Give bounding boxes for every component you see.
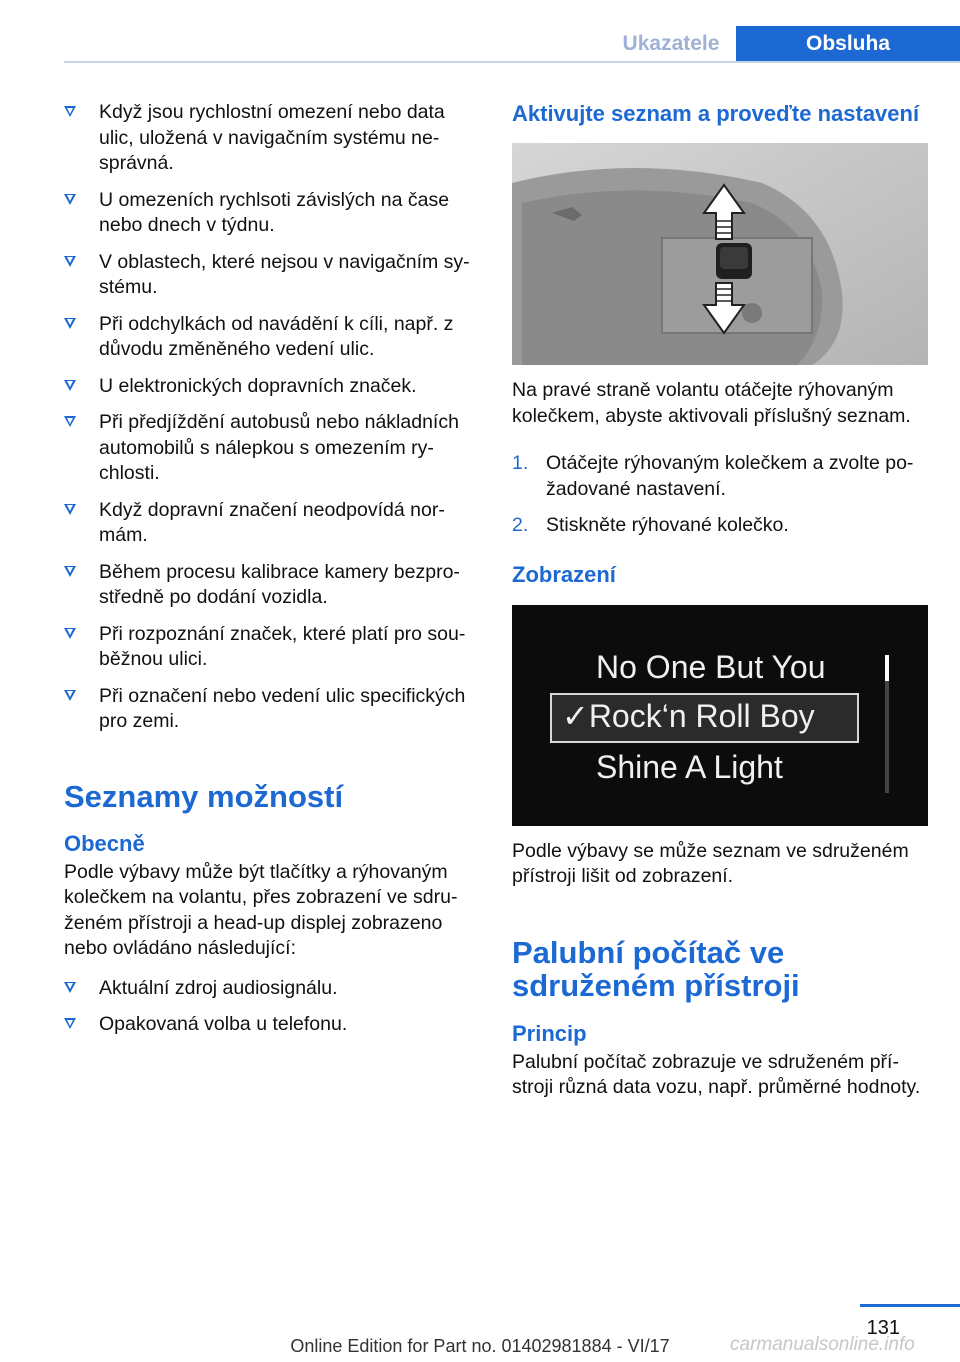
paragraph-aktivujte: Na pravé straně volantu otáčejte rýhovaným kolečkem, abyste aktivovali příslušný seznam.	[512, 379, 911, 427]
tab-ukazatele[interactable]: Ukazatele	[622, 31, 720, 55]
list-item: V oblastech, které nejsou v navigačním sy‐stému.	[64, 250, 476, 301]
triangle-bullet-icon	[64, 106, 76, 117]
list-item: 1. Otáčejte rýhovaným kolečkem a zvolte po‐žadované nastavení.	[512, 452, 914, 500]
tab-obsluha[interactable]: Obsluha	[736, 26, 960, 62]
right-column	[512, 100, 932, 1101]
list-item: Během procesu kalibrace kamery bezpro‐středně po dodání vozidla.	[64, 560, 476, 611]
page-number: 131	[866, 1317, 900, 1339]
triangle-bullet-icon	[64, 256, 76, 267]
list-item: U elektronických dopravních značek.	[64, 374, 476, 400]
left-column	[64, 100, 476, 1049]
list-item: 2. Stiskněte rýhované kolečko.	[512, 514, 789, 536]
options-list	[64, 976, 476, 1038]
triangle-bullet-icon	[64, 1018, 76, 1029]
list-item: Opakovaná volba u telefonu.	[64, 1012, 476, 1038]
triangle-bullet-icon	[64, 318, 76, 329]
display-item-selected: ✓Rock‘n Roll Boy	[562, 697, 815, 734]
list-item: U omezeních rychlsoti závislých na čase nebo dnech v týdnu.	[64, 188, 476, 239]
section-title-palubni-pocitac: Palubní počítač ve sdruženém přístroji	[512, 934, 800, 1003]
triangle-bullet-icon	[64, 566, 76, 577]
list-item: Při označení nebo vedení ulic specifických pro zemi.	[64, 684, 476, 735]
display-illustration	[512, 605, 928, 826]
steering-wheel-scroll-icon	[512, 143, 928, 365]
display-item: No One But You	[596, 648, 826, 685]
paragraph-obecne: Podle výbavy může být tlačítky a rýhovaným kolečkem na volantu, přes zobrazení ve sdru‐ženém přístroji a head-up displej zobrazeno nebo ovládáno následující:	[64, 860, 458, 959]
steps-list	[512, 451, 932, 539]
page-number-rule	[860, 1304, 960, 1307]
condition-list	[64, 100, 476, 735]
steering-wheel-illustration	[512, 143, 928, 365]
list-item: Aktuální zdroj audiosignálu.	[64, 976, 476, 1002]
list-item: Při odchylkách od navádění k cíli, např. z důvodu změněného vedení ulic.	[64, 312, 476, 363]
display-scroll-thumb	[885, 655, 889, 681]
display-item: Shine A Light	[596, 748, 783, 785]
paragraph-princip: Palubní počítač zobrazuje ve sdruženém pří‐stroji různá data vozu, např. průměrné hodnoty.	[512, 1050, 921, 1098]
triangle-bullet-icon	[64, 690, 76, 701]
triangle-bullet-icon	[64, 416, 76, 427]
paragraph-zobrazeni: Podle výbavy se může seznam ve sdruženém přístroji lišit od zobrazení.	[512, 839, 909, 887]
watermark: carmanualsonline.info	[730, 1334, 915, 1355]
header-rule	[64, 61, 960, 63]
triangle-bullet-icon	[64, 982, 76, 993]
list-item: Při předjíždění autobusů nebo nákladních automobilů s nálepkou s omezením ry‐chlosti.	[64, 410, 476, 487]
section-title-seznamy: Seznamy možností	[64, 778, 344, 814]
list-item: Když dopravní značení neodpovídá nor‐mám.	[64, 498, 476, 549]
triangle-bullet-icon	[64, 194, 76, 205]
triangle-bullet-icon	[64, 628, 76, 639]
list-item: Při rozpoznání značek, které platí pro sou‐běžnou ulici.	[64, 622, 476, 673]
list-item: Když jsou rychlostní omezení nebo data ulic, uložená v navigačním systému ne‐správná.	[64, 100, 476, 177]
footer-edition: Online Edition for Part no. 01402981884 - VI/17	[290, 1336, 670, 1356]
subsection-title-obecne: Obecně	[64, 830, 145, 856]
triangle-bullet-icon	[64, 504, 76, 515]
subsection-title-aktivujte: Aktivujte seznam a proveďte nastavení	[512, 101, 920, 126]
triangle-bullet-icon	[64, 380, 76, 391]
subsection-title-princip: Princip	[512, 1020, 587, 1046]
subsection-title-zobrazeni: Zobrazení	[512, 561, 616, 587]
